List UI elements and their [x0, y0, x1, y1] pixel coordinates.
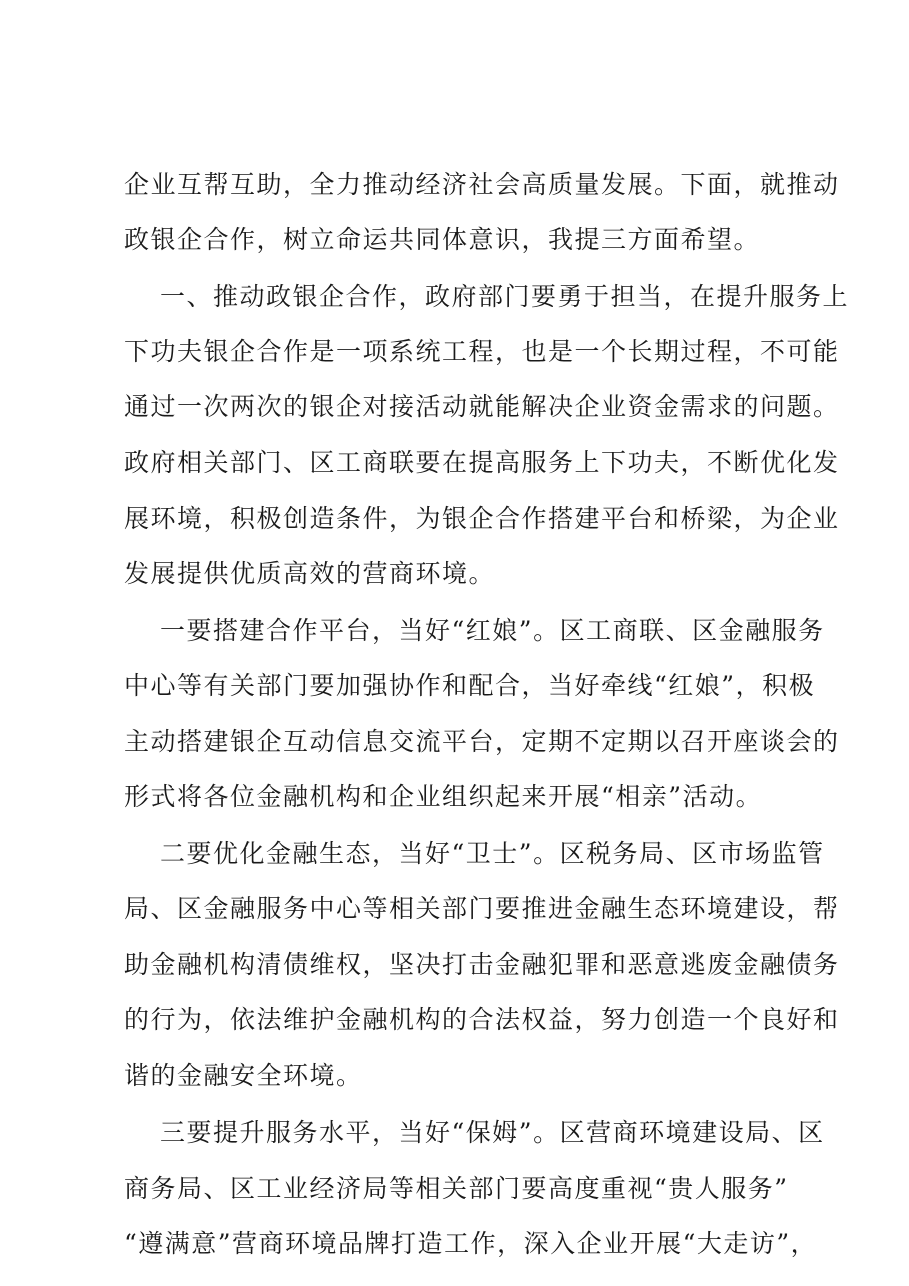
- text-line: 发展提供优质高效的营商环境。: [124, 559, 496, 588]
- text-line: 局、区金融服务中心等相关部门要推进金融生态环境建设，帮: [124, 894, 840, 923]
- paragraph-start: 二要优化金融生态，当好“卫士”。区税务局、区市场监管: [160, 839, 825, 868]
- text-line: 政银企合作，树立命运共同体意识，我提三方面希望。: [124, 225, 761, 254]
- text-line: 助金融机构清债维权，坚决打击金融犯罪和恶意逃废金融债务: [124, 950, 840, 979]
- text-line: 形式将各位金融机构和企业组织起来开展“相亲”活动。: [124, 782, 763, 811]
- text-line: 谐的金融安全环境。: [124, 1061, 363, 1090]
- text-line: “遵满意”营商环境品牌打造工作，深入企业开展“大走访”，: [124, 1229, 818, 1258]
- paragraph-heading: 一、推动政银企合作，政府部门要勇于担当，在提升服务上: [160, 282, 850, 311]
- text-line: 政府相关部门、区工商联要在提高服务上下功夫，不断优化发: [124, 448, 840, 477]
- text-line: 中心等有关部门要加强协作和配合，当好牵线“红娘”，积极: [124, 671, 816, 700]
- text-line: 商务局、区工业经济局等相关部门要高度重视“贵人服务”: [124, 1174, 789, 1203]
- text-line: 的行为，依法维护金融机构的合法权益，努力创造一个良好和: [124, 1005, 840, 1034]
- paragraph-start: 一要搭建合作平台，当好“红娘”。区工商联、区金融服务: [160, 616, 825, 645]
- text-line: 展环境，积极创造条件，为银企合作搭建平台和桥梁，为企业: [124, 504, 840, 533]
- text-line: 主动搭建银企互动信息交流平台，定期不定期以召开座谈会的: [124, 727, 840, 756]
- text-line: 企业互帮互助，全力推动经济社会高质量发展。下面，就推动: [124, 170, 840, 199]
- paragraph-start: 三要提升服务水平，当好“保姆”。区营商环境建设局、区: [160, 1118, 825, 1147]
- text-line: 通过一次两次的银企对接活动就能解决企业资金需求的问题。: [124, 392, 840, 421]
- text-line: 下功夫银企合作是一项系统工程，也是一个长期过程，不可能: [124, 337, 840, 366]
